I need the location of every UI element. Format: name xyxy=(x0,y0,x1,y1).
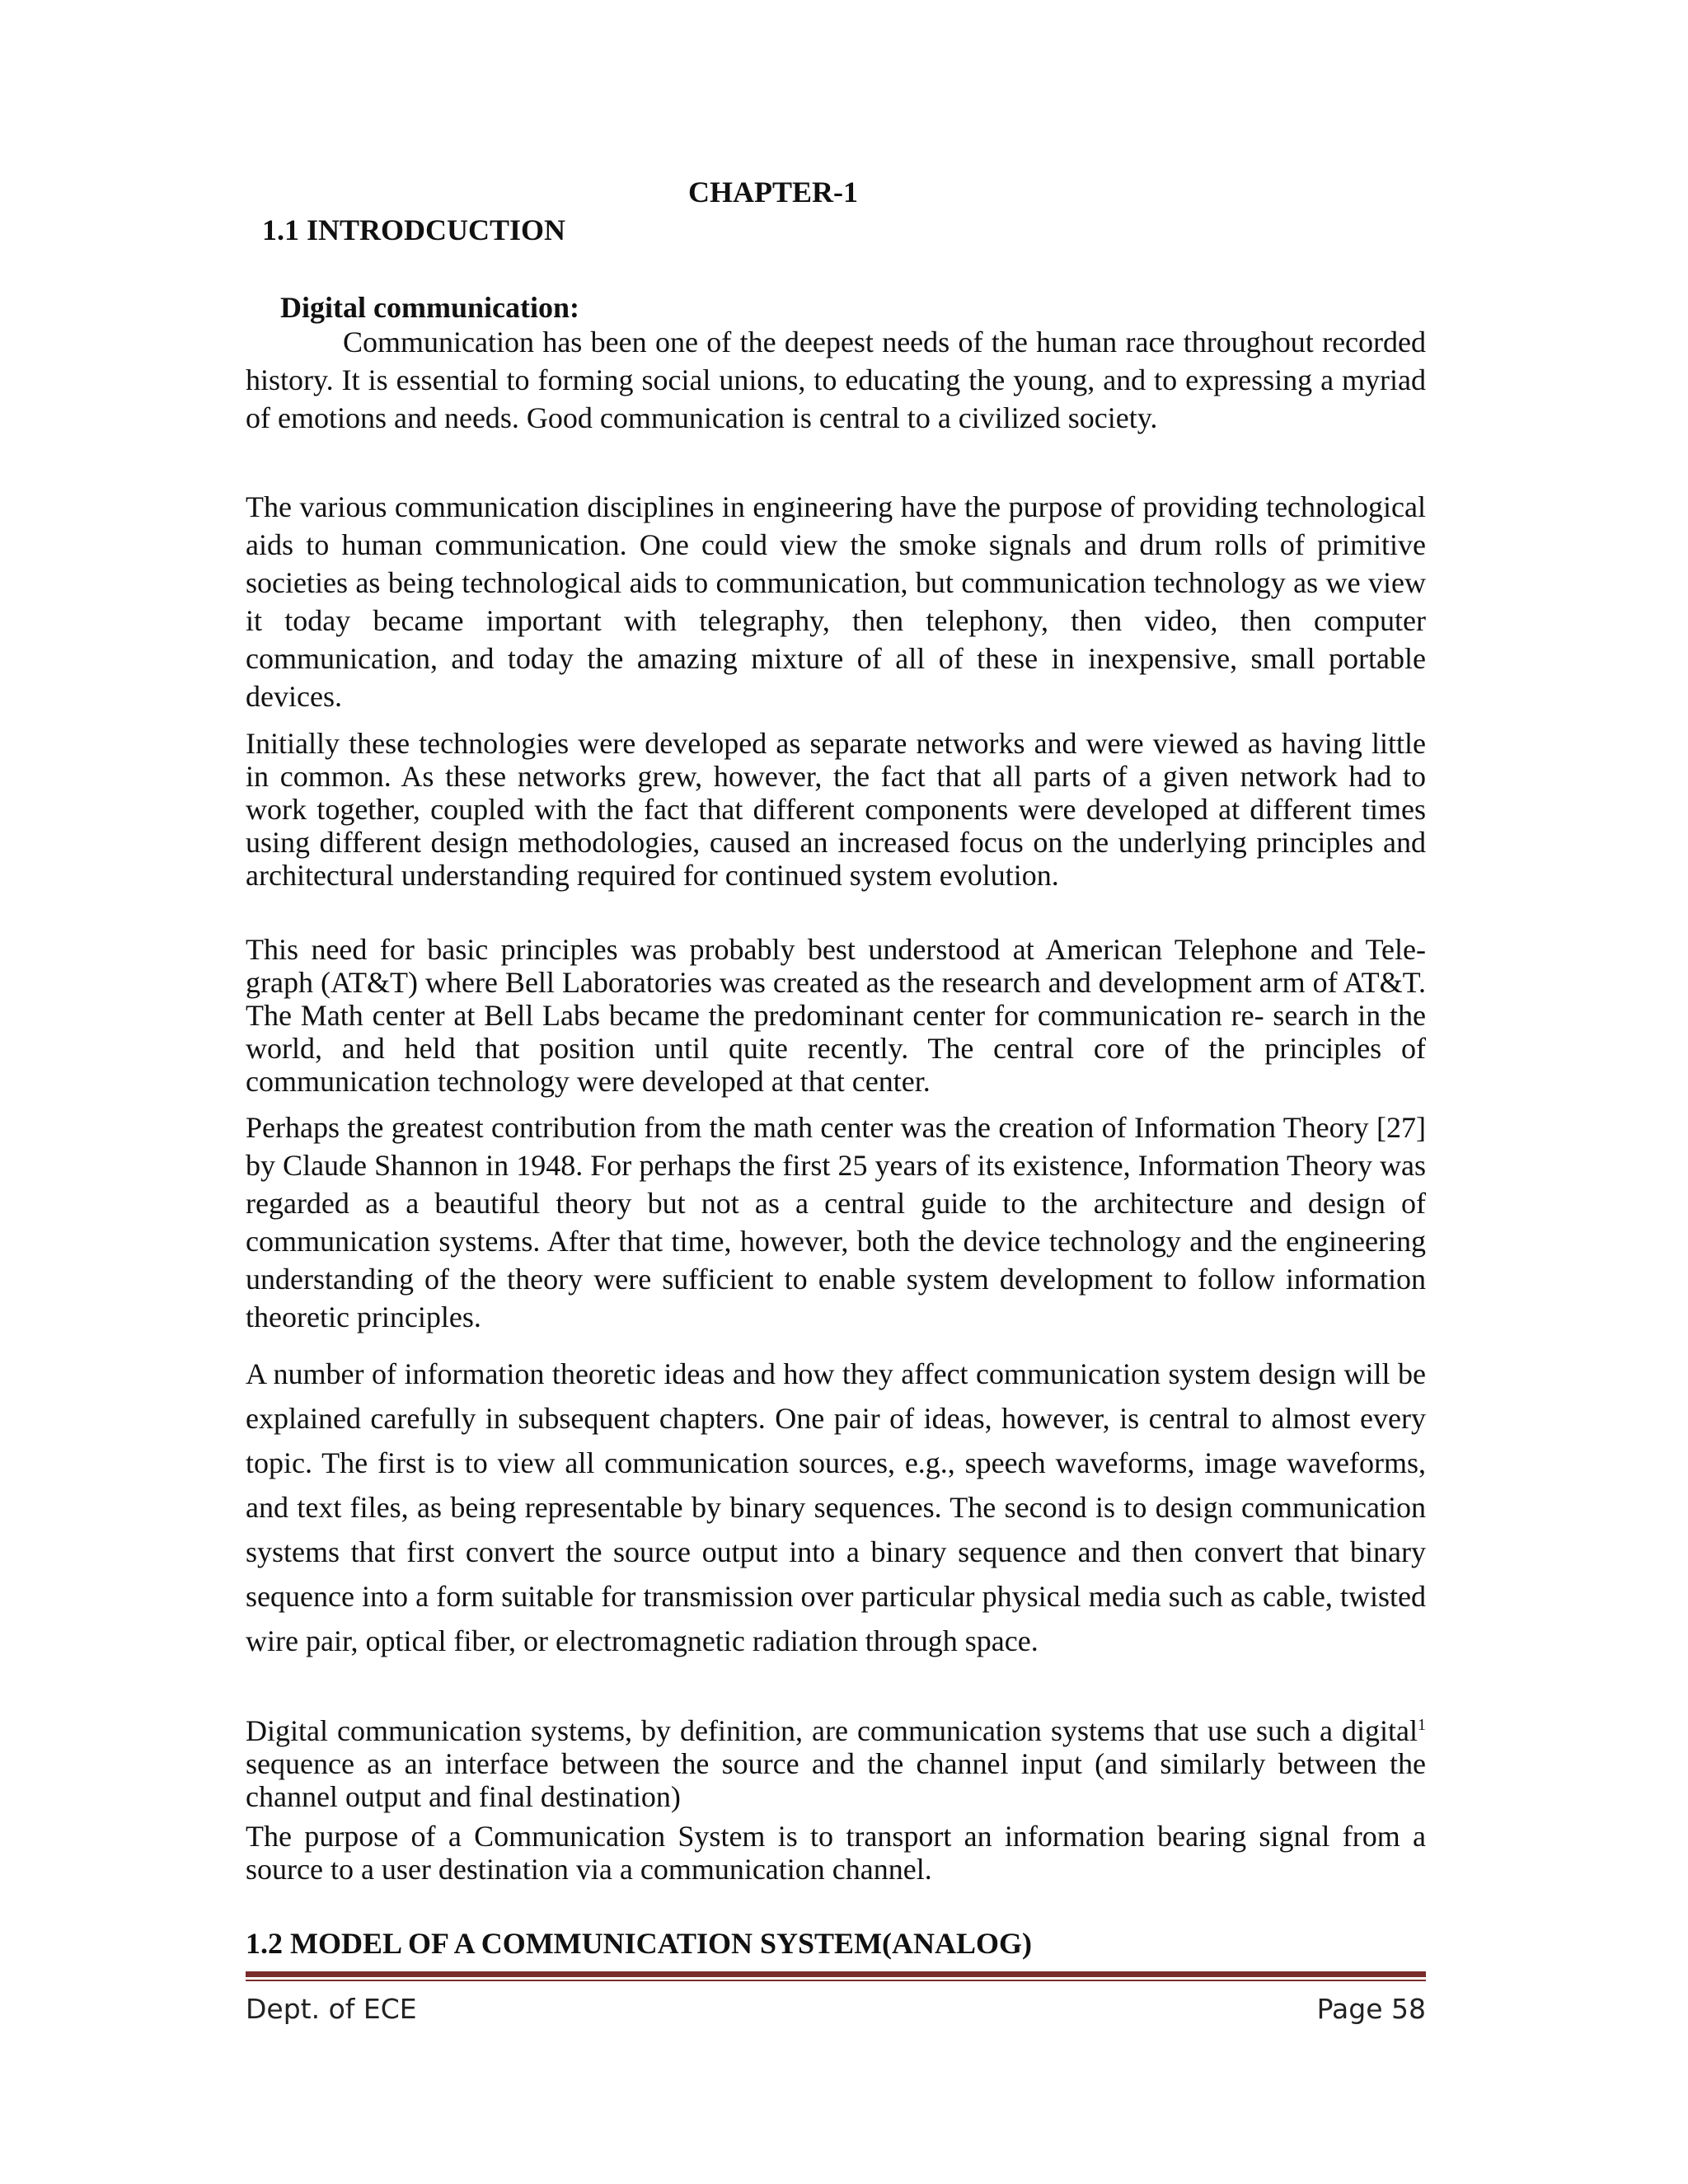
chapter-title: CHAPTER-1 xyxy=(688,176,858,209)
footer-divider-thick xyxy=(246,1971,1426,1977)
footer-department: Dept. of ECE xyxy=(246,1993,417,2025)
paragraph-1: Communication has been one of the deepest needs of the human race throughout recorded history. It is essential to forming social unions, to educating the young, and to expressing a myriad of emotions and needs. Good communication is central to a civilized society. xyxy=(246,326,1426,434)
paragraph-3: Initially these technologies were developed as separate networks and were viewed as having little in common. As these networks grew, however, the fact that all parts of a given network had to work together, coupled with the fact that different components were developed at different times using different design methodologies, caused an increased focus on the underlying principles and architectural understanding required for continued system evolution. xyxy=(246,727,1426,892)
paragraph-5: Perhaps the greatest contribution from the math center was the creation of Information Theory [27] by Claude Shannon in 1948. For perhaps the first 25 years of its existence, Information Theory was regarded as a beautiful theory but not as a central guide to the architecture and design of communication systems. After that time, however, both the device technology and the engineering understanding of the theory were sufficient to enable system development to follow information theoretic principles. xyxy=(246,1111,1426,1333)
paragraph-6: A number of information theoretic ideas and how they affect communication system design will be explained carefully in subsequent chapters. One pair of ideas, however, is central to almost every topic. The first is to view all communication sources, e.g., speech waveforms, image waveforms, and text files, as being representable by binary sequences. The second is to design communication systems that first convert the source output into a binary sequence and then convert that binary sequence into a form suitable for transmission over particular physical media such as cable, twisted wire pair, optical fiber, or electromagnetic radiation through space. xyxy=(246,1357,1426,1657)
paragraph-digital-systems xyxy=(246,1714,1426,1813)
section-heading-intro: 1.1 INTRODCUCTION xyxy=(262,213,566,246)
paragraph-2: The various communication disciplines in engineering have the purpose of providing technological aids to human communication. One could view the smoke signals and drum rolls of primitive societies as being technological aids to communication, but communication technology as we view it today became important with telegraphy, then telephony, then video, then computer communication, and today the amazing mixture of all of these in inexpensive, small portable devices. xyxy=(246,490,1426,713)
footer-page-number: Page 58 xyxy=(1316,1993,1426,2025)
paragraph-4: This need for basic principles was probably best understood at American Telephone and Tele- graph (AT&T) where Bell Laboratories was created as the research and development arm of AT&T. The Math center at Bell Labs became the predominant center for communication re- search in the world, and held that position until quite recently. The central core of the principles of communication technology were developed at that center. xyxy=(246,933,1426,1098)
paragraph-digital-text-end: sequence as an interface between the source and the channel input (and similarly between the channel output and final destination) xyxy=(246,1747,1426,1813)
footnote-marker: 1 xyxy=(1418,1716,1426,1734)
footer-divider-thin xyxy=(246,1980,1426,1981)
subheading-digital-communication: Digital communication: xyxy=(280,291,579,324)
paragraph-purpose: The purpose of a Communication System is to transport an information bearing signal from a source to a user destination via a communication channel. xyxy=(246,1820,1426,1886)
paragraph-digital-text-start: Digital communication systems, by definition, are communication systems that use such a digital xyxy=(246,1714,1418,1747)
section-heading-model: 1.2 MODEL OF A COMMUNICATION SYSTEM(ANALOG) xyxy=(246,1927,1033,1960)
